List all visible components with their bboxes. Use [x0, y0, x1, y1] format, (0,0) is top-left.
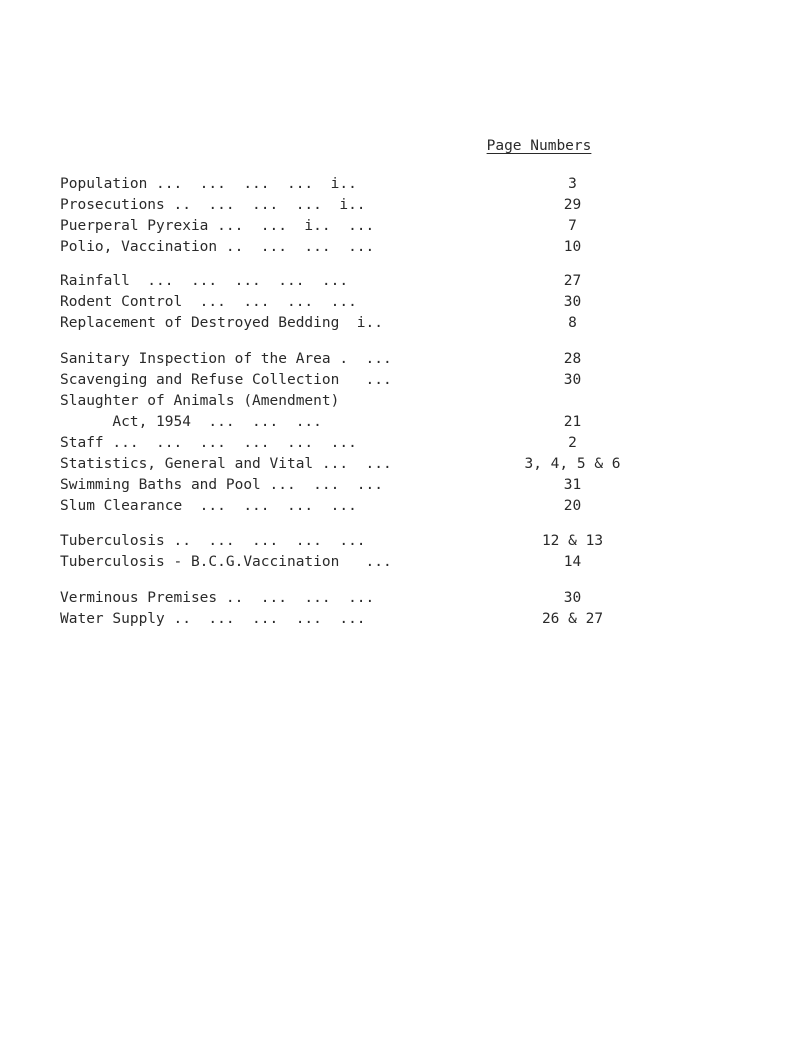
entry-label: Puerperal Pyrexia ... ... i.. ... [60, 218, 375, 234]
list-item [60, 414, 620, 435]
entry-label: Rainfall ... ... ... ... ... [60, 273, 349, 289]
list-item [60, 435, 620, 456]
entry-label: Scavenging and Refuse Collection ... [60, 372, 392, 388]
entry-page-number: 30 [563, 590, 582, 606]
list-item [60, 239, 620, 260]
list-item [60, 498, 620, 519]
entry-page-number: 7 [568, 218, 577, 234]
entry-label: Staff ... ... ... ... ... ... [60, 435, 357, 451]
entry-label: Slaughter of Animals (Amendment) [60, 393, 340, 409]
entry-page-number: 30 [563, 294, 582, 310]
entry-page-number: 30 [563, 372, 582, 388]
list-item [60, 372, 620, 393]
list-item [60, 315, 620, 336]
entry-label: Water Supply .. ... ... ... ... [60, 611, 366, 627]
entry-label: Prosecutions .. ... ... ... i.. [60, 197, 366, 213]
entry-page-number: 3, 4, 5 & 6 [524, 456, 621, 472]
entry-page-number: 31 [563, 477, 582, 493]
list-item [60, 176, 620, 197]
entry-label: Swimming Baths and Pool ... ... ... [60, 477, 384, 493]
entry-label: Rodent Control ... ... ... ... [60, 294, 357, 310]
entry-label: Tuberculosis - B.C.G.Vaccination ... [60, 554, 392, 570]
entry-page-number: 10 [563, 239, 582, 255]
entry-page-number: 27 [563, 273, 582, 289]
list-item [60, 590, 620, 611]
entry-label: Statistics, General and Vital ... ... [60, 456, 392, 472]
page-numbers-heading: Page Numbers [486, 138, 592, 154]
entry-page-number: 26 & 27 [541, 611, 604, 627]
list-item [60, 393, 620, 414]
entry-page-number: 2 [568, 435, 577, 451]
entry-page-number: 3 [568, 176, 577, 192]
list-item [60, 456, 620, 477]
list-item [60, 351, 620, 372]
entry-page-number: 28 [563, 351, 582, 367]
list-item [60, 197, 620, 218]
entry-label: Replacement of Destroyed Bedding i.. [60, 315, 384, 331]
entry-page-number: 8 [568, 315, 577, 331]
list-item [60, 533, 620, 554]
entry-label: Verminous Premises .. ... ... ... [60, 590, 375, 606]
entry-page-number: 21 [563, 414, 582, 430]
entry-label: Tuberculosis .. ... ... ... ... [60, 533, 366, 549]
entry-page-number: 20 [563, 498, 582, 514]
entry-label: Sanitary Inspection of the Area . ... [60, 351, 392, 367]
entry-label: Slum Clearance ... ... ... ... [60, 498, 357, 514]
entry-label: Population ... ... ... ... i.. [60, 176, 357, 192]
entry-page-number: 29 [563, 197, 582, 213]
list-item [60, 611, 620, 632]
entry-page-number: 14 [563, 554, 582, 570]
list-item [60, 294, 620, 315]
list-item [60, 273, 620, 294]
entry-label: Polio, Vaccination .. ... ... ... [60, 239, 375, 255]
list-item [60, 477, 620, 498]
entry-page-number: 12 & 13 [541, 533, 604, 549]
list-item [60, 218, 620, 239]
list-item [60, 554, 620, 575]
entry-label: Act, 1954 ... ... ... [60, 414, 322, 430]
